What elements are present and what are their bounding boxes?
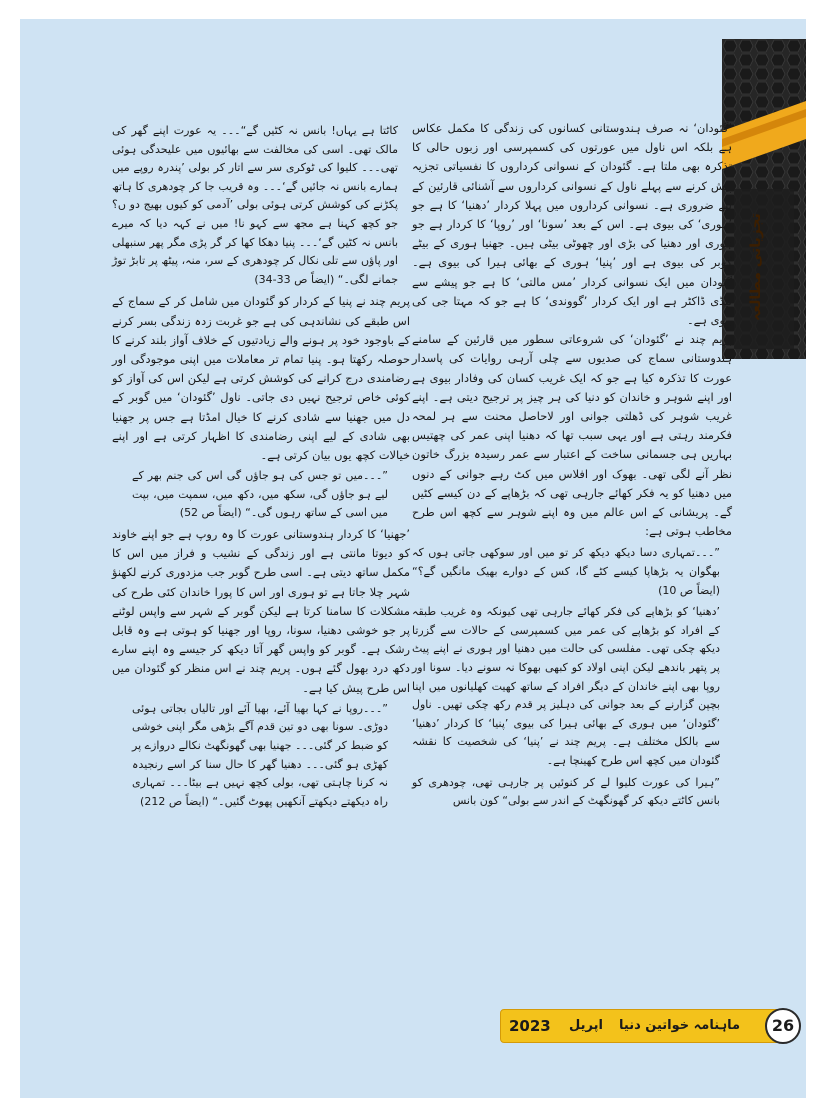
footer-year: 2023	[509, 1017, 551, 1035]
quote-block: کاٹتا ہے یہاں! بانس نہ کٹیں گے“۔۔۔ یہ عورت اپنے گھر کی مالک تھی۔ اسی کی مخالفت سے بھائیوں میں علیحدگی ہوئی تھی۔۔۔ کلیوا کی ٹوکری سر سے اتار کر بولی ’پندرہ روپے میں ہمارے بانس نہ جائیں گے‘۔۔۔ وہ قریب جا کر چودھری کا ہاتھ پکڑنے کی کوشش کرتی ہوئی بولی ’آدمی کو کیوں بھیج دو ں؟ جو کچھ کہنا ہے مجھ سے کہو نا! میں نے کہہ دیا کہ میرے بانس نہ کٹیں گے‘۔۔۔ پنیا دھکا کھا کر گر پڑی مگر پھر سنبھلی اور پاؤں سے تلی نکال کر چودھری کے سر، منہ، پیٹھ پر تابڑ توڑ جمانے لگی۔“ (ایضاً ص 33-34)	[112, 124, 398, 286]
paragraph: پریم چند نے پنیا کے کردار کو گئودان میں شامل کر کے سماج کے اس طبقے کی نشاندہی کی ہے جو غربت زدہ زندگی بسر کرنے کے باوجود خود پر ہونے والے زیادتیوں کے خلاف آواز بلند کرنے کا حوصلہ رکھتا ہو۔ پنیا تمام تر معاملات میں اپنی موجودگی اور رضامندی درج کرانے کی کوشش کرتی ہے لیکن اس کی آواز کو کوئی خاص ترجیح نہیں دی جاتی۔ ناول ’گئودان‘ میں گوبر کے دل میں جھنیا سے شادی کرنے کا خیال امڈتا ہے جس پر جھنیا بھی شادی کے لیے اپنی رضامندی کا اظہار کرتی ہے اور اپنے خیالات کچھ یوں بیان کرتی ہے۔	[112, 294, 410, 462]
paragraph: پریم چند نے ’گئودان‘ کی شروعاتی سطور میں قارئین کے سامنے ہندوستانی سماج کی صدیوں سے چلی آرہی روایات کی پاسدار عورت کا تذکرہ کیا ہے جو کہ ایک غریب کسان کی وفادار بیوی ہے اور اپنے شوہر و خاندان کو دنیا کی ہر چیز پر ترجیح دیتی ہے۔ اپنے غریب شوہر کی ڈھلتی جوانی اور لاحاصل محنت سے ہر لمحہ فکرمند رہتی ہے اور یہی سبب تھا کہ دھنیا اپنی عمر کی چھتیس بہاریں ہی جسمانی ساخت کے اعتبار سے عمر رسیدہ بزرگ خاتون نظر آنے لگی تھی۔ بھوک اور افلاس میں کٹ رہے جوانی کے دنوں میں دھنیا کو یہ فکر کھائے جارہی تھی کہ بڑھاپے کے دن کیسے کٹیں گے۔ پریشانی کے اس عالم میں وہ اپنے شوہر سے کچھ اس طرح مخاطب ہوتی ہے:	[412, 332, 732, 539]
quote-block: ”۔۔۔میں تو جس کی ہو جاؤں گی اس کی جنم بھر کے لیے ہو جاؤں گی، سکھ میں، دکھ میں، سمپت میں، بپت میں اسی کے ساتھ رہوں گی۔“ (ایضاً ص 52)	[132, 469, 388, 520]
text-column-left	[112, 119, 410, 813]
quote-block: ”۔۔۔روپا نے کہا بھیا آئے، بھیا آئے اور تالیاں بجاتی ہوئی دوڑی۔ سونا بھی دو تین قدم آگے بڑھی مگر اپنی خوشی کو ضبط کر گئی۔۔۔ جھنیا بھی گھونگھٹ نکالے دروازے پر کھڑی ہو گئی۔۔۔ دھنیا گھر کا حال سنا کر اسے رنجیدہ نہ کرنا چاہتی تھی، بولی کچھ نہیں ہے بیٹا۔۔۔ تمہاری راہ دیکھتے دیکھتے آنکھیں پھوٹ گئیں۔“ (ایضاً ص 212)	[132, 701, 388, 808]
quote-block: ”ہیرا کی عورت کلیوا لے کر کنوئیں پر جارہی تھی، چودھری کو بانس کاٹتے دیکھ کر گھونگھٹ کے اندر سے بولی“ کون بانس	[412, 775, 720, 808]
text-column-right	[412, 119, 732, 814]
magazine-page	[20, 19, 806, 1098]
page-footer	[500, 1009, 800, 1043]
footer-magazine-name: ماہنامہ خواتین دنیا	[619, 1018, 741, 1033]
page-number: 26	[765, 1008, 801, 1044]
quote-block: ’دھنیا‘ کو بڑھاپے کی فکر کھائے جارہی تھی کیونکہ وہ غریب طبقہ کے افراد کو بڑھاپے کی عمر میں کسمپرسی کے حالات سے گزرتا دیکھ چکی تھی۔ مفلسی کی حالت میں دھنیا اور ہوری نے اپنے پیٹ پر پتھر باندھے لیکن اپنی اولاد کو کبھی بھوکا نہ سونے دیا۔ سونا اور روپا بھی اپنے خاندان کے دیگر افراد کے ساتھ کھیت کھلیانوں میں اپنا بچپن گزارنے کے بعد جوانی کی دہلیز پر قدم رکھ چکی تھیں۔ ناول ’گئودان‘ میں ہوری کے بھائی ہیرا کی بیوی ’پنیا‘ کا کردار ’دھنیا‘ سے بالکل مختلف ہے۔ پریم چند نے ’پنیا‘ کی شخصیت کا نقشہ گئودان میں کچھ اس طرح کھینچا ہے۔	[412, 605, 720, 767]
section-label: تجزیاتی مطالعہ	[748, 213, 764, 321]
quote-block: ”۔۔۔تمہاری دسا دیکھ دیکھ کر تو میں اور سوکھی جاتی ہوں کہ بھگوان یہ بڑھاپا کیسے کٹے گا، کس کے دوارے بھیک مانگیں گے؟“ (ایضاً ص 10)	[412, 546, 720, 597]
paragraph: ’جھنیا‘ کا کردار ہندوستانی عورت کا وہ روپ ہے جو اپنے خاوند کو دیوتا مانتی ہے اور زندگی کے نشیب و فراز میں اس کا مکمل ساتھ دیتی ہے۔ اسی طرح گوبر جب مزدوری کرنے لکھنؤ شہر چلا جاتا ہے تو ہوری اور اس کا پورا خاندان کئی طرح کی مشکلات کا سامنا کرتا ہے لیکن گوبر کے شہر سے واپس لوٹنے پر جو خوشی دھنیا، سونا، روپا اور جھنیا کو ہوتی ہے وہ قابل رشک ہے۔ گوبر کو واپس گھر آتا دیکھ کر جیسے وہ اپنے سارے دکھ درد بھول گئے ہوں۔ پریم چند نے اس منظر کو گئودان میں اس طرح پیش کیا ہے۔	[112, 526, 410, 695]
footer-month: اپریل	[569, 1018, 603, 1033]
paragraph: ’گئودان‘ نہ صرف ہندوستانی کسانوں کی زندگی کا مکمل عکاس ہے بلکہ اس ناول میں عورتوں کی کسمپرسی اور زبوں حالی کا تذکرہ بھی ملتا ہے۔ گئودان کے نسوانی کرداروں کا نفسیاتی تجزیہ پیش کرنے سے پہلے ناول کے نسوانی کرداروں سے آشنائی قارئین کے لیے ضروری ہے۔ نسوانی کرداروں میں پہلا کردار ’دھنیا‘ کا ہے جو ’ہوری‘ کی بیوی ہے۔ اس کے بعد ’سونا‘ اور ’روپا‘ کا کردار ہے جو ہوری اور دھنیا کی بڑی اور چھوٹی بیٹی ہیں۔ جھنیا ہوری کے بیٹے گوبر کی بیوی ہے اور ’پنیا‘ ہوری کے بھائی ہیرا کی بیوی ہے۔ گئودان میں ایک نسوانی کردار ’مس مالتی‘ کا ہے جو پیشے سے لیڈی ڈاکٹر ہے اور ایک کردار ’گووندی‘ کا ہے جو کہ مہتا جی کی بیوی ہے۔	[412, 121, 732, 328]
